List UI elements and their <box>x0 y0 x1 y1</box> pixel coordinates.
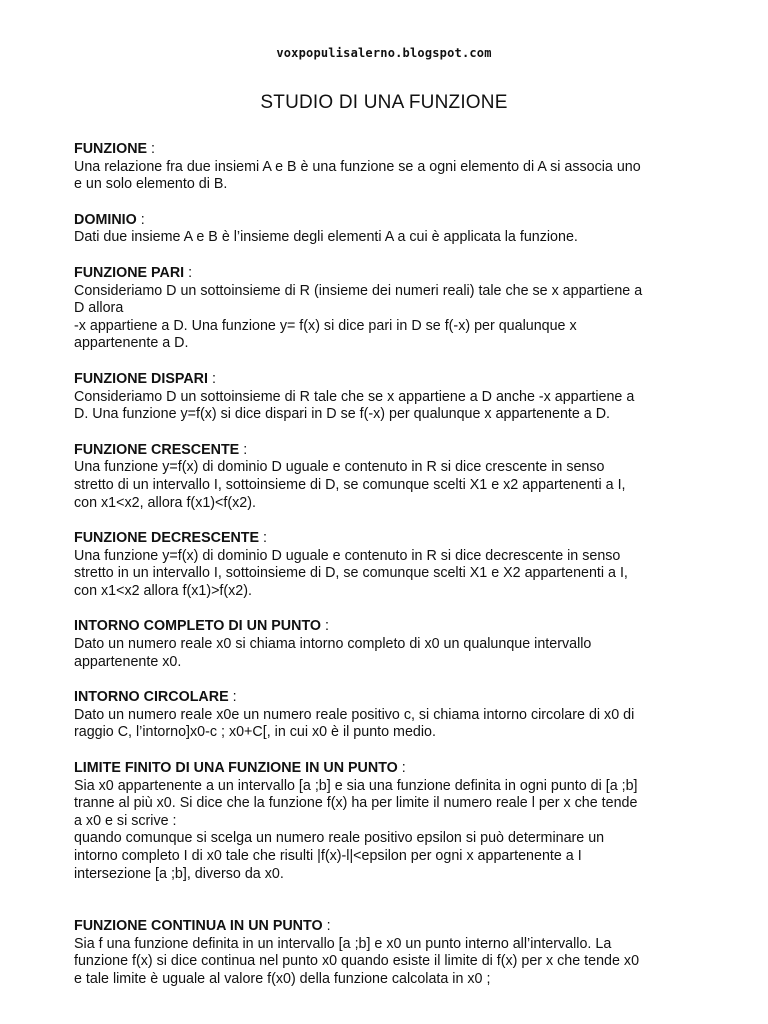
definition-section <box>74 212 714 247</box>
definition-text-line: con x1<x2 allora f(x1)>f(x2). <box>74 582 252 599</box>
definition-text-line: funzione f(x) si dice continua nel punto x0 quando esiste il limite di f(x) per x che tende x0 <box>74 953 640 970</box>
definition-text-line: -x appartiene a D. Una funzione y= f(x) si dice pari in D se f(-x) per qualunque x <box>74 317 577 334</box>
definition-section <box>74 265 714 353</box>
definition-section <box>74 918 714 988</box>
blog-url-header: voxpopulisalerno.blogspot.com <box>276 46 492 60</box>
definition-text-line: Sia x0 appartenente a un intervallo [a ;b] e sia una funzione definita in ogni punto di [a ;b] <box>74 777 638 794</box>
definition-section <box>74 530 714 600</box>
definition-separator: : <box>136 211 145 228</box>
definition-text-line: Consideriamo D un sottoinsieme di R (insieme dei numeri reali) tale che se x appartiene a <box>74 282 643 299</box>
definition-text-line: stretto di un intervallo I, sottoinsieme di D, se comunque scelti X1 e x2 appartenenti a I, <box>74 476 626 493</box>
definition-heading <box>74 530 714 548</box>
definition-separator: : <box>397 760 406 777</box>
definition-term: FUNZIONE CRESCENTE <box>74 441 240 458</box>
definition-text-line: intorno completo I di x0 tale che risulti |f(x)-l|<epsilon per ogni x appartenente a I <box>74 848 582 864</box>
definition-section <box>74 760 714 883</box>
definition-heading <box>74 141 714 159</box>
definition-section <box>74 141 714 194</box>
definition-separator: : <box>147 141 156 157</box>
definition-term: FUNZIONE <box>74 141 148 157</box>
definition-heading <box>74 618 714 636</box>
definition-text-line: Sia f una funzione definita in un intervallo [a ;b] e x0 un punto interno all’intervallo. La <box>74 935 612 952</box>
definition-text-line: Una funzione y=f(x) di dominio D uguale e contenuto in R si dice decrescente in senso <box>74 547 621 564</box>
definition-term: FUNZIONE CONTINUA IN UN PUNTO <box>74 918 323 935</box>
definition-term: DOMINIO <box>74 211 137 228</box>
definition-term: FUNZIONE DECRESCENTE <box>74 530 260 547</box>
definition-heading <box>74 760 714 778</box>
definition-section <box>74 442 714 512</box>
definition-separator: : <box>228 689 237 706</box>
definition-text-line: appartenente a D. <box>74 335 189 352</box>
definition-text-line: raggio C, l’intorno]x0-c ; x0+C[, in cui x0 è il punto medio. <box>74 724 436 741</box>
definition-text-line: Consideriamo D un sottoinsieme di R tale che se x appartiene a D anche -x appartiene a <box>74 388 635 405</box>
page-title: STUDIO DI UNA FUNZIONE <box>260 92 508 113</box>
definition-section <box>74 618 714 671</box>
definitions-list <box>74 141 714 1007</box>
definition-text-line: Dati due insieme A e B è l’insieme degli elementi A a cui è applicata la funzione. <box>74 229 578 246</box>
definition-text-line: a x0 e si scrive : <box>74 812 177 829</box>
definition-term: INTORNO CIRCOLARE <box>74 689 229 706</box>
definition-text-line: e tale limite è uguale al valore f(x0) della funzione calcolata in x0 ; <box>74 970 491 987</box>
definition-heading <box>74 918 714 936</box>
definition-heading <box>74 442 714 460</box>
definition-heading <box>74 265 714 283</box>
definition-text-line: D allora <box>74 300 124 317</box>
definition-heading <box>74 371 714 389</box>
definition-heading <box>74 689 714 707</box>
definition-section <box>74 371 714 424</box>
definition-text-line: Una relazione fra due insiemi A e B è una funzione se a ogni elemento di A si associa uno <box>74 158 641 175</box>
definition-separator: : <box>239 441 248 458</box>
definition-term: INTORNO COMPLETO DI UN PUNTO <box>74 618 322 635</box>
definition-term: FUNZIONE PARI <box>74 264 185 281</box>
definition-separator: : <box>184 264 193 281</box>
definition-text-line: e un solo elemento di B. <box>74 176 228 193</box>
definition-text-line: intersezione [a ;b], diverso da x0. <box>74 865 284 882</box>
definition-text-line: stretto in un intervallo I, sottoinsieme di D, se comunque scelti X1 e X2 appartenenti a I, <box>74 565 628 582</box>
definition-text-line: Una funzione y=f(x) di dominio D uguale e contenuto in R si dice crescente in senso <box>74 459 605 476</box>
definition-section <box>74 689 714 742</box>
definition-text-line: Dato un numero reale x0e un numero reale positivo c, si chiama intorno circolare di x0 di <box>74 706 635 723</box>
definition-term: FUNZIONE DISPARI <box>74 370 208 387</box>
definition-text-line: D. Una funzione y=f(x) si dice dispari in D se f(-x) per qualunque x appartenente a D. <box>74 406 611 423</box>
definition-separator: : <box>322 918 331 935</box>
definition-text-line: Dato un numero reale x0 si chiama intorno completo di x0 un qualunque intervallo <box>74 636 592 653</box>
definition-heading <box>74 212 714 230</box>
definition-separator: : <box>259 530 268 547</box>
definition-term: LIMITE FINITO DI UNA FUNZIONE IN UN PUNTO <box>74 760 398 777</box>
definition-separator: : <box>207 370 216 387</box>
definition-text-line: quando comunque si scelga un numero reale positivo epsilon si può determinare un <box>74 830 605 847</box>
definition-text-line: appartenente x0. <box>74 653 182 670</box>
definition-text-line: tranne al più x0. Si dice che la funzione f(x) ha per limite il numero reale l per x che tende <box>74 795 638 812</box>
definition-text-line: con x1<x2, allora f(x1)<f(x2). <box>74 494 256 511</box>
definition-separator: : <box>321 618 329 635</box>
